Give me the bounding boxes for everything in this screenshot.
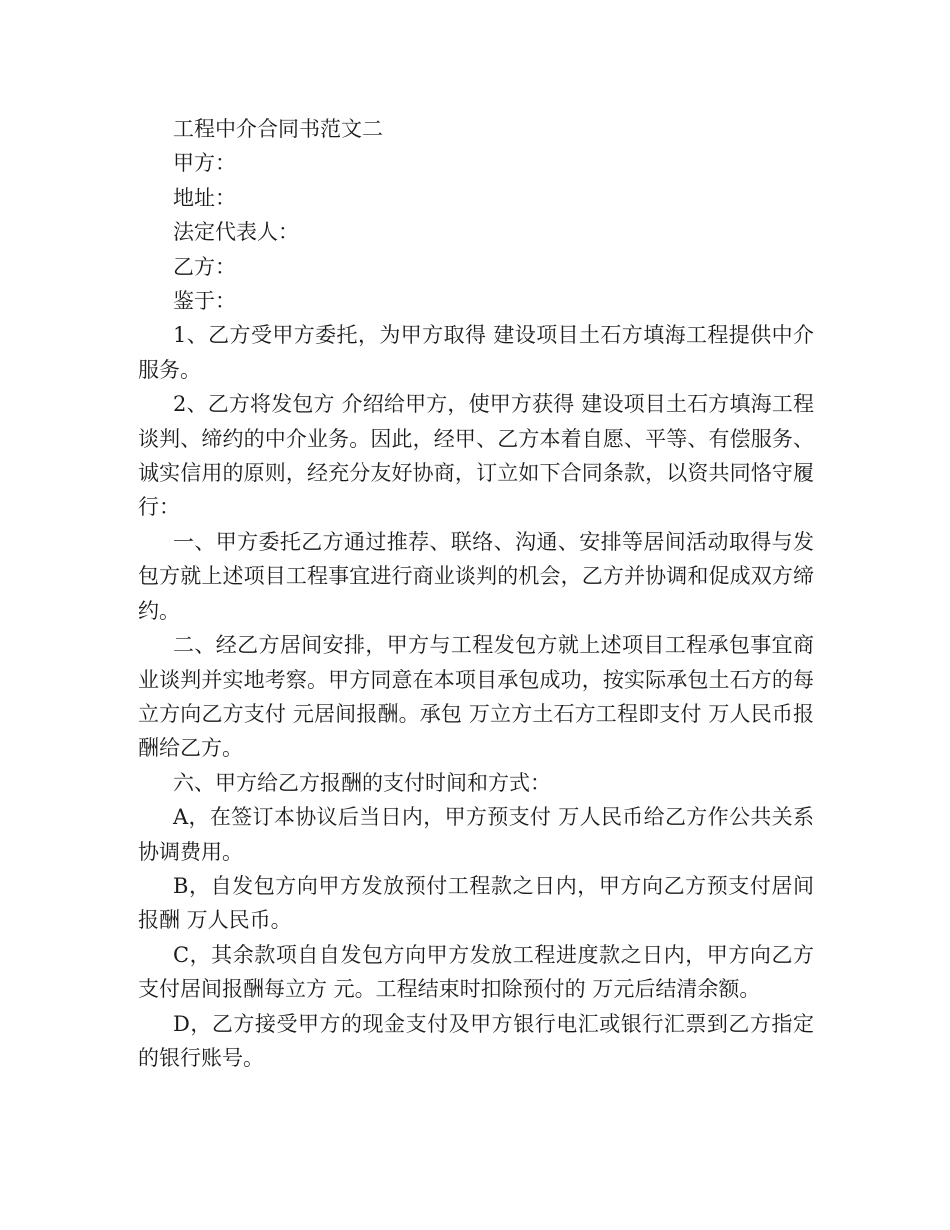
clause-paragraph: 2、乙方将发包方 介绍给甲方，使甲方获得 建设项目土石方填海工程谈判、缔约的中介业务。因此，经甲、乙方本着自愿、平等、有偿服务、诚实信用的原则，经充分友好协商，订立如下合同条款，以资共同恪守履行： bbox=[138, 392, 814, 520]
clause-paragraph: 一、甲方委托乙方通过推荐、联络、沟通、安排等居间活动取得与发包方就上述项目工程事宜进行商业谈判的机会，乙方并协调和促成双方缔约。 bbox=[138, 529, 814, 623]
party-b-line: 乙方： bbox=[173, 254, 236, 279]
clause-paragraph: 1、乙方受甲方委托，为甲方取得 建设项目土石方填海工程提供中介服务。 bbox=[138, 323, 814, 382]
legal-representative-line: 法定代表人： bbox=[173, 220, 299, 245]
clause-paragraph: C，其余款项自自发包方向甲方发放工程进度款之日内，甲方向乙方支付居间报酬每立方 元。工程结束时扣除预付的 万元后结清余额。 bbox=[138, 942, 814, 1002]
whereas-line: 鉴于： bbox=[173, 289, 236, 314]
clause-paragraph: 六、甲方给乙方报酬的支付时间和方式： bbox=[173, 770, 551, 795]
clause-paragraph: 二、经乙方居间安排，甲方与工程发包方就上述项目工程承包事宜商业谈判并实地考察。甲方同意在本项目承包成功，按实际承包土石方的每立方向乙方支付 元居间报酬。承包 万立方土石方工程即支付 万人民币报酬给乙方。 bbox=[138, 633, 814, 761]
party-a-line: 甲方： bbox=[173, 151, 236, 176]
clause-paragraph: B，自发包方向甲方发放预付工程款之日内，甲方向乙方预支付居间报酬 万人民币。 bbox=[138, 873, 814, 933]
document-page bbox=[138, 112, 814, 1075]
clause-paragraph: A，在签订本协议后当日内，甲方预支付 万人民币给乙方作公共关系协调费用。 bbox=[138, 805, 814, 864]
address-line: 地址： bbox=[173, 185, 236, 210]
clause-paragraph: D，乙方接受甲方的现金支付及甲方银行电汇或银行汇票到乙方指定的银行账号。 bbox=[138, 1011, 814, 1070]
document-title: 工程中介合同书范文二 bbox=[173, 117, 383, 141]
